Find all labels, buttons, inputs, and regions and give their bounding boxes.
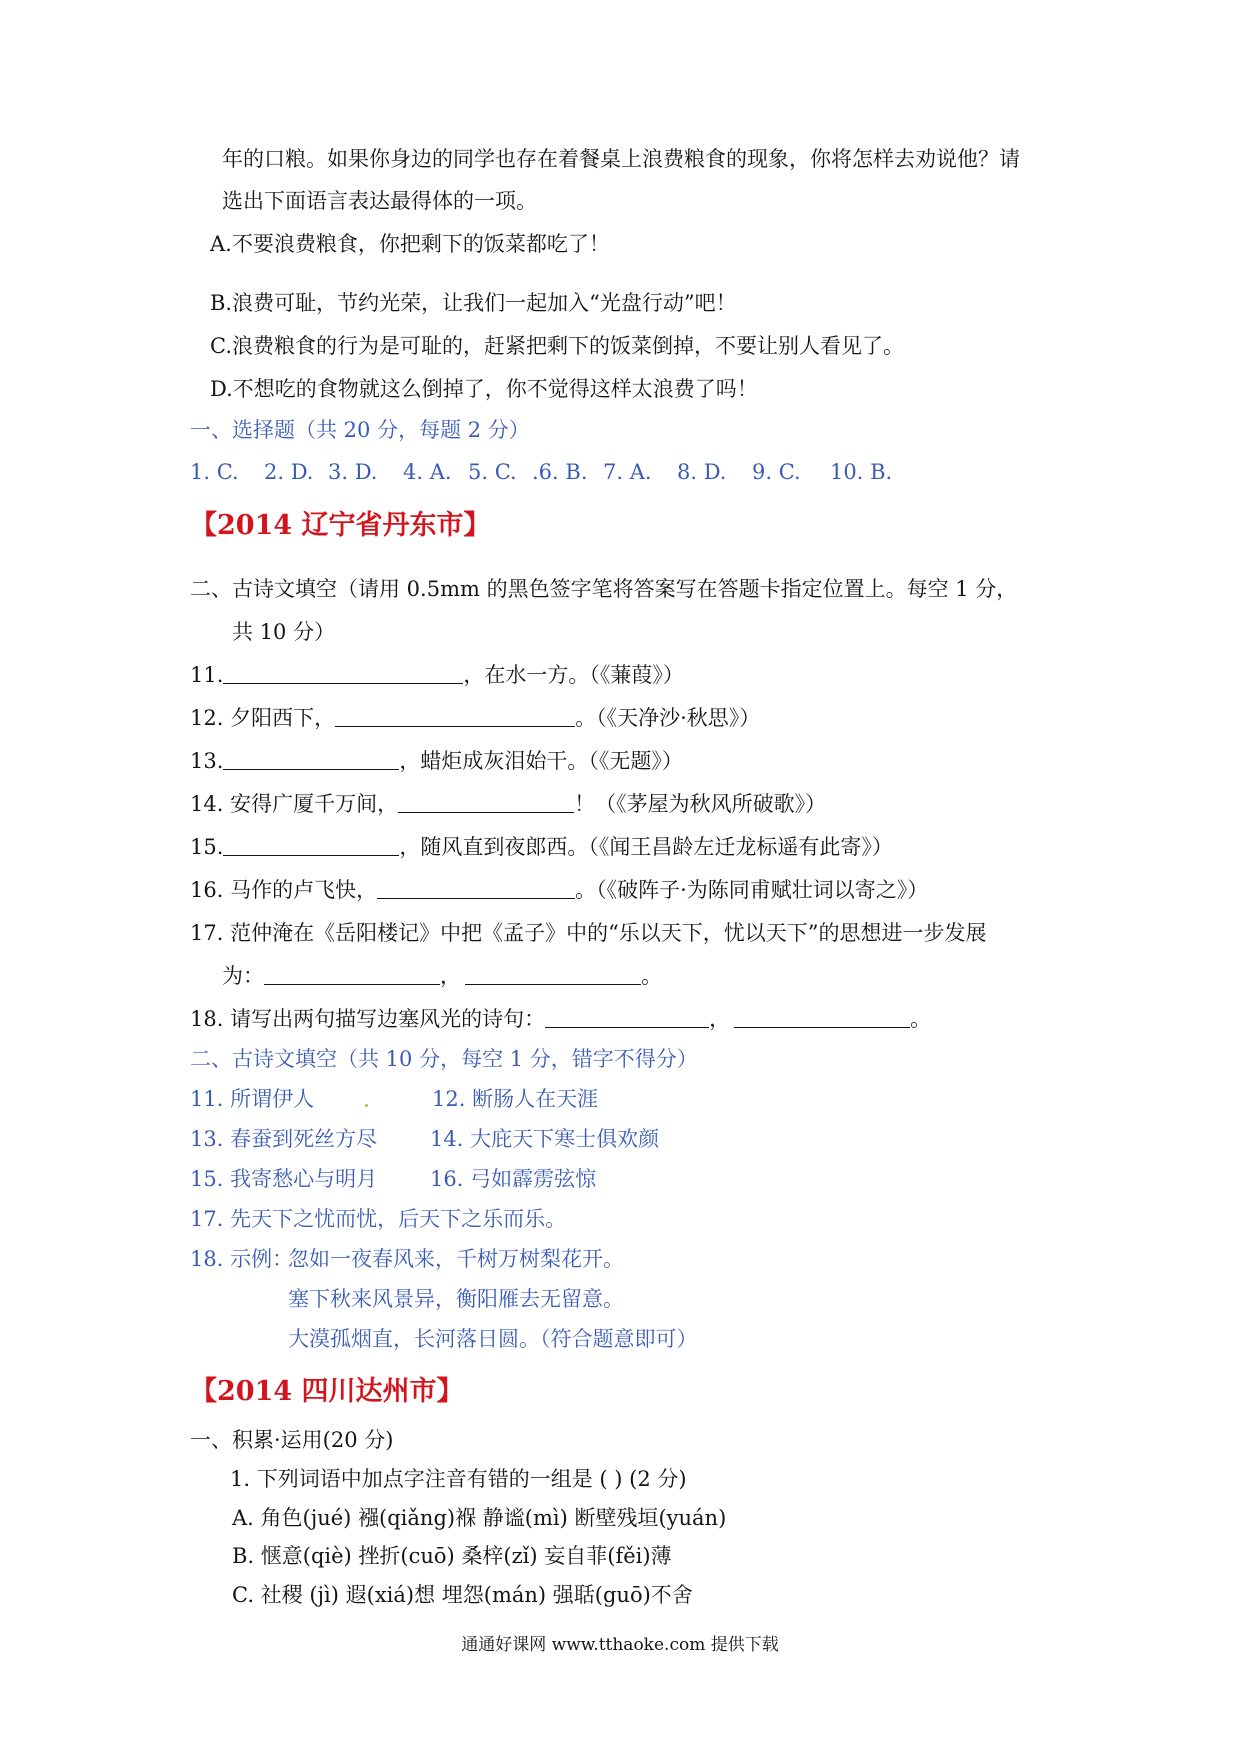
question-text: 14. 安得广厦千万间， [190,792,399,816]
option-d: D.不想吃的食物就这么倒掉了，你不觉得这样太浪费了吗！ [210,377,758,401]
answer-item: 14. 大庇天下寒士俱欢颜 [430,1127,660,1151]
question-text: ，蜡炬成灰泪始干。（《无题》） [399,749,683,773]
answer-blank[interactable] [223,833,399,856]
option-b: B. 惬意(qiè) 挫折(cuō) 桑梓(zǐ) 妄自菲(fěi)薄 [232,1544,672,1568]
answer-item: 8. D. [677,460,727,484]
question-text: 1. 下列词语中加点字注音有错的一组是 ( ) (2 分) [230,1467,687,1491]
section-title: 【2014 四川达州市】 [190,1376,464,1407]
question-text: ，随风直到夜郎西。（《闻王昌龄左迁龙标遥有此寄》） [399,835,893,859]
fill-question-16 [190,875,928,905]
fill-question-17-blanks [222,961,662,991]
answer-line: 塞下秋来风景异，衡阳雁去无留意。 [288,1287,624,1311]
question-text: 12. 夕阳西下， [190,706,336,730]
option-a: A.不要浪费粮食，你把剩下的饭菜都吃了！ [210,232,610,256]
answer-item: 3. D. [328,460,378,484]
dot-mark [365,1104,368,1107]
fill-question-14 [190,789,826,819]
section-heading: 一、积累·运用(20 分) [190,1428,394,1452]
answer-item: 1. C. [190,460,239,484]
answer-blank[interactable] [264,962,440,985]
answer-item: 7. A. [603,460,652,484]
fill-question-18 [190,1004,931,1034]
separator: ， [440,964,461,988]
question-text: 。（《天净沙·秋思》） [575,706,761,730]
question-text: ！（《茅屋为秋风所破歌》） [574,792,827,816]
answer-item: 4. A. [403,460,452,484]
question-number: 13. [190,749,224,773]
question-text-line: 年的口粮。如果你身边的同学也存在着餐桌上浪费粮食的现象，你将怎样去劝说他？请 [222,147,1020,171]
answer-blank[interactable] [335,704,575,727]
page-footer: 通通好课网 www.tthaoke.com 提供下载 [461,1635,779,1655]
answer-item: 9. C. [752,460,801,484]
option-a: A. 角色(jué) 襁(qiǎng)褓 静谧(mì) 断壁残垣(yuán) [232,1506,727,1530]
answer-line: 大漠孤烟直，长河落日圆。（符合题意即可） [288,1327,698,1351]
question-text: 18. 请写出两句描写边塞风光的诗句： [190,1007,546,1031]
end-mark: 。 [910,1007,932,1031]
option-c: C. 社稷 (jì) 遐(xiá)想 埋怨(mán) 强聒(guō)不舍 [232,1583,693,1607]
answer-blank[interactable] [545,1005,709,1028]
question-text: ，在水一方。（《蒹葭》） [463,663,684,687]
answer-label: 18. 示例： [190,1247,294,1271]
question-label: 为： [222,964,264,988]
section-heading: 共 10 分） [232,620,336,644]
fill-question-12 [190,703,760,733]
answer-blank[interactable] [377,876,575,899]
question-text: 16. 马作的卢飞快， [190,878,378,902]
answer-blank[interactable] [223,747,399,770]
option-b: B.浪费可耻，节约光荣，让我们一起加入“光盘行动”吧！ [210,291,737,315]
answer-item: 5. C. [468,460,517,484]
fill-question-15 [190,832,893,862]
option-c: C.浪费粮食的行为是可耻的，赶紧把剩下的饭菜倒掉，不要让别人看见了。 [210,334,904,358]
answer-heading: 一、选择题（共 20 分，每题 2 分） [190,418,530,442]
answer-item: 13. 春蚕到死丝方尽 [190,1127,378,1151]
fill-question-11 [190,660,684,690]
answer-heading: 二、古诗文填空（共 10 分，每空 1 分，错字不得分） [190,1047,698,1071]
fill-question-17: 17. 范仲淹在《岳阳楼记》中把《孟子》中的“乐以天下，忧以天下”的思想进一步发展 [190,921,987,945]
question-text-line: 选出下面语言表达最得体的一项。 [222,189,537,213]
answer-item: 11. 所谓伊人 [190,1087,315,1111]
answer-item: 17. 先天下之忧而忧，后天下之乐而乐。 [190,1207,567,1231]
answer-item: 10. B. [830,460,893,484]
answer-blank[interactable] [223,661,463,684]
answer-item: 12. 断肠人在天涯 [432,1087,599,1111]
question-text: 。（《破阵子·为陈同甫赋壮词以寄之》） [575,878,929,902]
answer-blank[interactable] [734,1005,910,1028]
end-mark: 。 [641,964,662,988]
answer-item: 16. 弓如霹雳弦惊 [430,1167,597,1191]
question-number: 15. [190,835,224,859]
answer-item: 2. D. [264,460,314,484]
answer-blank[interactable] [465,962,641,985]
fill-question-13 [190,746,683,776]
section-heading: 二、古诗文填空（请用 0.5mm 的黑色签字笔将答案写在答题卡指定位置上。每空 1 分， [190,577,1018,601]
answer-line: 忽如一夜春风来，千树万树梨花开。 [288,1247,624,1271]
separator: ， [709,1007,731,1031]
answer-blank[interactable] [398,790,574,813]
answer-item: .6. B. [532,460,588,484]
question-number: 11. [190,663,224,687]
section-title: 【2014 辽宁省丹东市】 [190,510,491,541]
answer-item: 15. 我寄愁心与明月 [190,1167,378,1191]
